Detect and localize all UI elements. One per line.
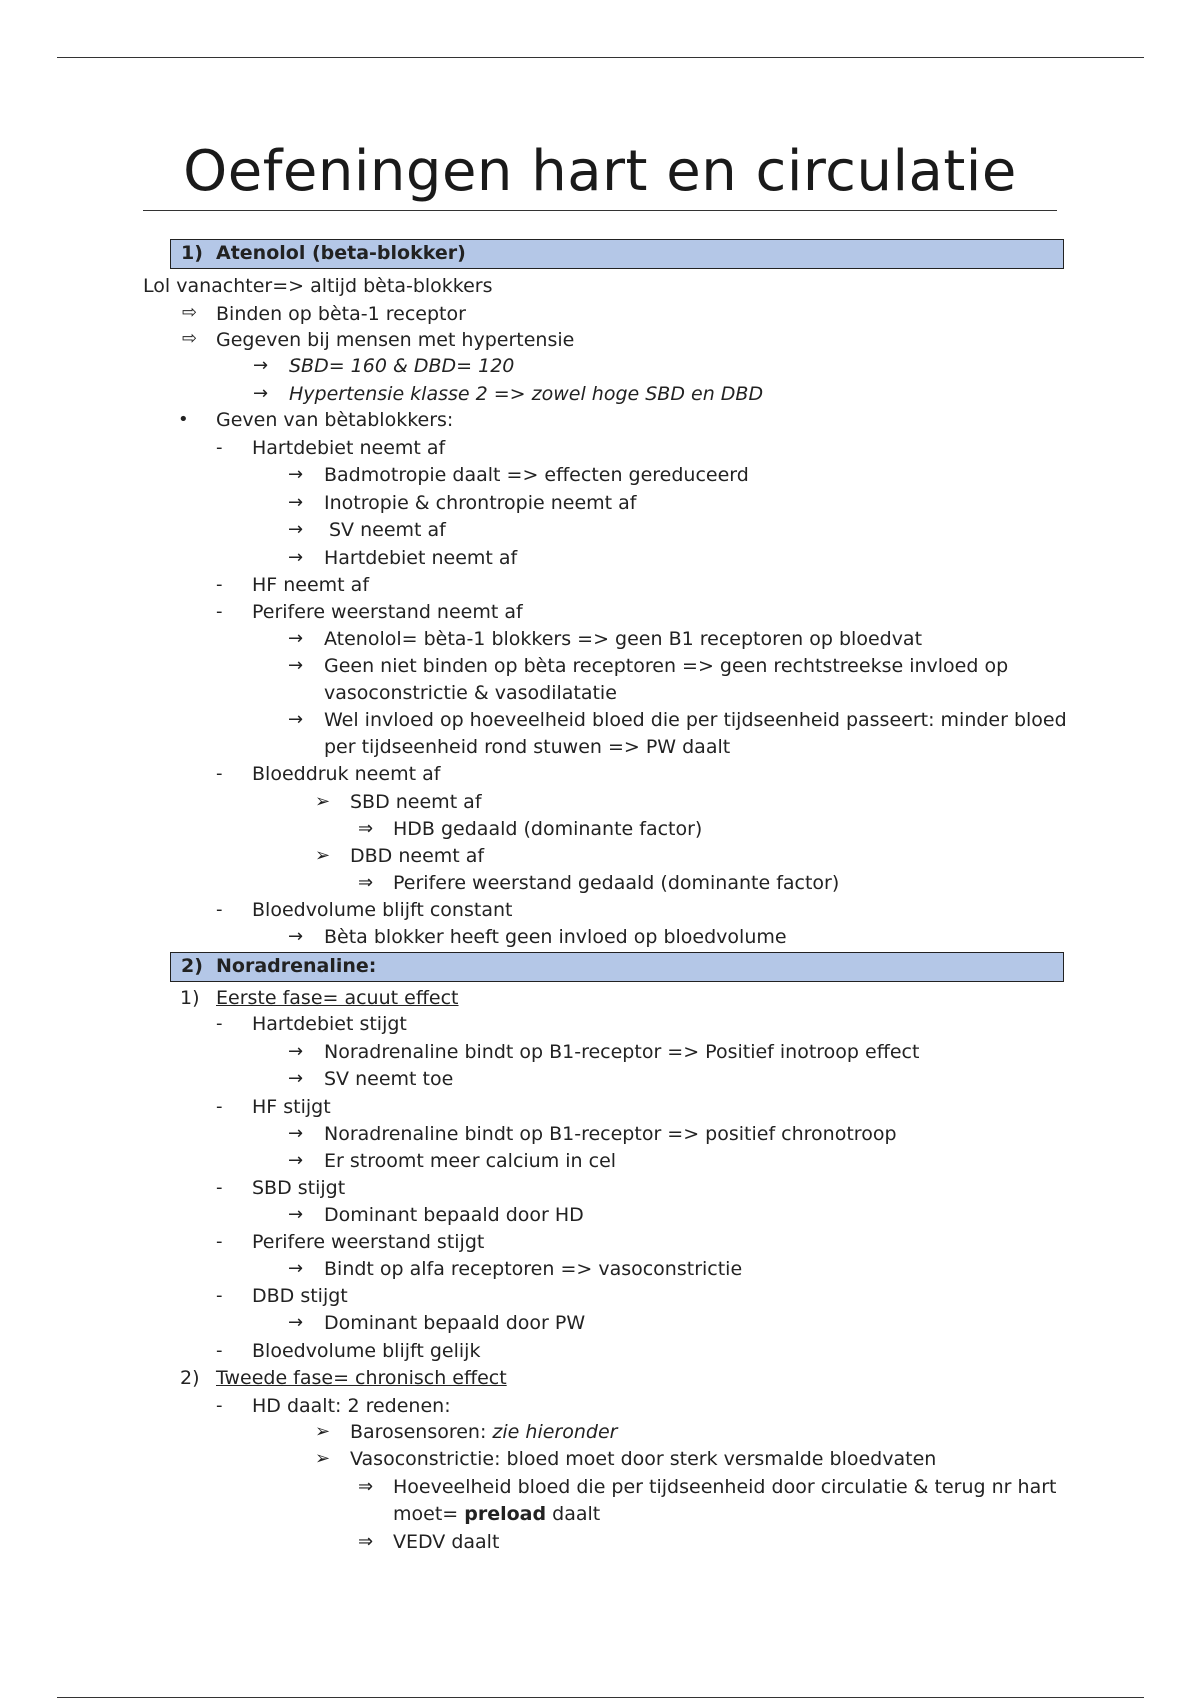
list-item xyxy=(350,1420,617,1444)
section-title: Atenolol (beta-blokker) xyxy=(216,242,466,264)
list-item: Gegeven bij mensen met hypertensie xyxy=(216,329,575,351)
list-item: VEDV daalt xyxy=(393,1531,500,1553)
phase-number: 1) xyxy=(180,987,200,1009)
section-heading-atenolol xyxy=(170,239,1064,269)
list-item: Bindt op alfa receptoren => vasoconstrictie xyxy=(324,1258,743,1280)
list-item: Perifere weerstand stijgt xyxy=(252,1231,485,1253)
list-item: SBD stijgt xyxy=(252,1177,346,1199)
list-item-continuation: vasoconstrictie & vasodilatatie xyxy=(324,682,617,704)
list-item: Bloeddruk neemt af xyxy=(252,763,441,785)
list-item: SV neemt af xyxy=(329,519,446,541)
list-item: Binden op bèta-1 receptor xyxy=(216,303,466,325)
double-arrow-icon: ⇒ xyxy=(358,1476,374,1497)
list-item: Hartdebiet neemt af xyxy=(324,547,518,569)
list-item: Hypertensie klasse 2 => zowel hoge SBD en DBD xyxy=(289,383,764,405)
dash-icon: - xyxy=(216,574,223,595)
arrow-icon: → xyxy=(288,547,304,568)
arrow-icon: → xyxy=(288,1258,304,1279)
arrow-icon: → xyxy=(288,628,304,649)
dash-icon: - xyxy=(216,899,223,920)
dash-icon: - xyxy=(216,1285,223,1306)
chevron-icon: ➢ xyxy=(315,791,331,812)
list-item: Badmotropie daalt => effecten gereduceerd xyxy=(324,464,749,486)
preload-suffix: daalt xyxy=(546,1503,601,1525)
list-item-continuation xyxy=(393,1502,600,1526)
list-item: Noradrenaline bindt op B1-receptor => positief chronotroop xyxy=(324,1123,897,1145)
arrow-icon: → xyxy=(288,1123,304,1144)
baro-note: zie hieronder xyxy=(492,1421,618,1443)
hollow-arrow-icon: ⇨ xyxy=(182,302,198,323)
arrow-icon: → xyxy=(288,926,304,947)
phase-title: Tweede fase= chronisch effect xyxy=(216,1367,507,1389)
arrow-icon: → xyxy=(288,1041,304,1062)
dash-icon: - xyxy=(216,763,223,784)
dash-icon: - xyxy=(216,1177,223,1198)
title-underline xyxy=(143,210,1057,211)
list-item: Bloedvolume blijft constant xyxy=(252,899,513,921)
list-item: Er stroomt meer calcium in cel xyxy=(324,1150,617,1172)
list-item: Perifere weerstand neemt af xyxy=(252,601,523,623)
list-item: Noradrenaline bindt op B1-receptor => Positief inotroop effect xyxy=(324,1041,920,1063)
double-arrow-icon: ⇒ xyxy=(358,818,374,839)
list-item: Geen niet binden op bèta receptoren => geen rechtstreekse invloed op xyxy=(324,655,1009,677)
arrow-icon: → xyxy=(288,1068,304,1089)
list-item: Vasoconstrictie: bloed moet door sterk versmalde bloedvaten xyxy=(350,1448,937,1470)
page-title: Oefeningen hart en circulatie xyxy=(183,139,1017,204)
arrow-icon: → xyxy=(253,383,269,404)
list-item: Hartdebiet neemt af xyxy=(252,437,446,459)
chevron-icon: ➢ xyxy=(315,1448,331,1469)
list-item: SV neemt toe xyxy=(324,1068,454,1090)
list-item: Bloedvolume blijft gelijk xyxy=(252,1340,481,1362)
section-heading-noradrenaline xyxy=(170,952,1064,982)
arrow-icon: → xyxy=(288,655,304,676)
dash-icon: - xyxy=(216,1340,223,1361)
preload-prefix: moet= xyxy=(393,1503,465,1525)
list-item: Hoeveelheid bloed die per tijdseenheid door circulatie & terug nr hart xyxy=(393,1476,1057,1498)
list-item: HF stijgt xyxy=(252,1096,331,1118)
bullet-icon: • xyxy=(178,409,189,430)
chevron-icon: ➢ xyxy=(315,845,331,866)
double-arrow-icon: ⇒ xyxy=(358,872,374,893)
arrow-icon: → xyxy=(253,355,269,376)
list-item: Dominant bepaald door PW xyxy=(324,1312,586,1334)
section-number: 1) xyxy=(181,242,203,264)
list-item: HD daalt: 2 redenen: xyxy=(252,1395,451,1417)
preload-term: preload xyxy=(464,1503,547,1525)
chevron-icon: ➢ xyxy=(315,1421,331,1442)
phase-title: Eerste fase= acuut effect xyxy=(216,987,459,1009)
list-item: Bèta blokker heeft geen invloed op bloedvolume xyxy=(324,926,787,948)
header-rule xyxy=(57,57,1144,58)
list-item: DBD neemt af xyxy=(350,845,485,867)
list-item: Wel invloed op hoeveelheid bloed die per tijdseenheid passeert: minder bloed xyxy=(324,709,1067,731)
dash-icon: - xyxy=(216,1231,223,1252)
list-item: DBD stijgt xyxy=(252,1285,348,1307)
dash-icon: - xyxy=(216,601,223,622)
arrow-icon: → xyxy=(288,492,304,513)
arrow-icon: → xyxy=(288,519,304,540)
list-item: Hartdebiet stijgt xyxy=(252,1013,407,1035)
list-item: Geven van bètablokkers: xyxy=(216,409,454,431)
dash-icon: - xyxy=(216,1096,223,1117)
list-item: Perifere weerstand gedaald (dominante factor) xyxy=(393,872,840,894)
list-item: SBD neemt af xyxy=(350,791,482,813)
list-item-continuation: per tijdseenheid rond stuwen => PW daalt xyxy=(324,736,731,758)
arrow-icon: → xyxy=(288,1204,304,1225)
list-item: HDB gedaald (dominante factor) xyxy=(393,818,703,840)
dash-icon: - xyxy=(216,437,223,458)
arrow-icon: → xyxy=(288,709,304,730)
list-item: Inotropie & chrontropie neemt af xyxy=(324,492,637,514)
intro-line: Lol vanachter=> altijd bèta-blokkers xyxy=(143,275,493,297)
arrow-icon: → xyxy=(288,1312,304,1333)
list-item: Dominant bepaald door HD xyxy=(324,1204,584,1226)
footer-rule xyxy=(57,1697,1144,1698)
phase-number: 2) xyxy=(180,1367,200,1389)
double-arrow-icon: ⇒ xyxy=(358,1531,374,1552)
arrow-icon: → xyxy=(288,1150,304,1171)
list-item: HF neemt af xyxy=(252,574,370,596)
section-title: Noradrenaline: xyxy=(216,955,377,977)
list-item: Atenolol= bèta-1 blokkers => geen B1 receptoren op bloedvat xyxy=(324,628,923,650)
list-item: SBD= 160 & DBD= 120 xyxy=(289,355,515,377)
baro-label: Barosensoren: xyxy=(350,1421,493,1443)
arrow-icon: → xyxy=(288,464,304,485)
dash-icon: - xyxy=(216,1013,223,1034)
hollow-arrow-icon: ⇨ xyxy=(182,328,198,349)
section-number: 2) xyxy=(181,955,203,977)
dash-icon: - xyxy=(216,1395,223,1416)
